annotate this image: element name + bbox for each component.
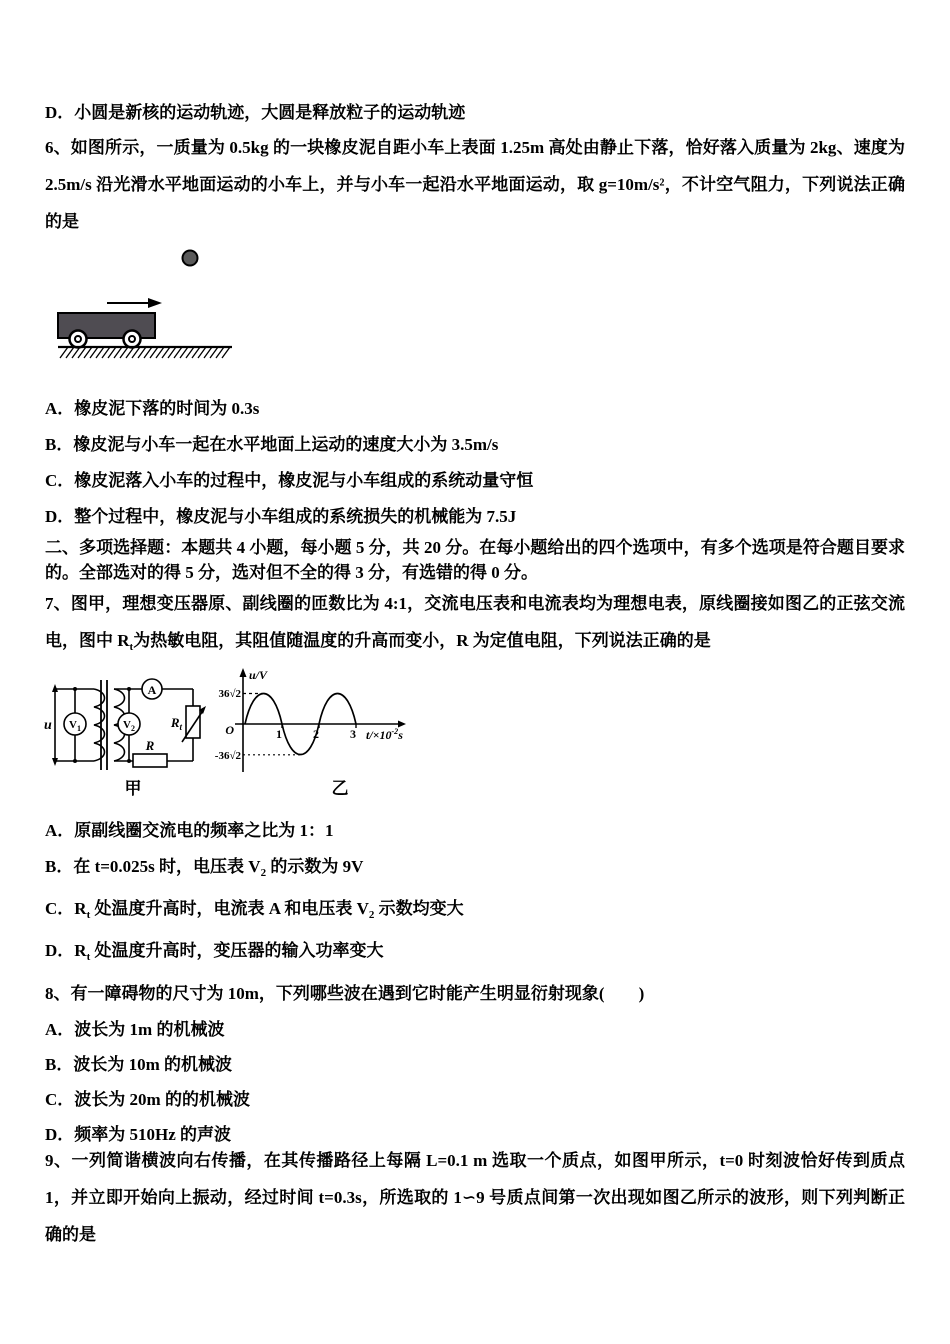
question-6-option-d: D．整个过程中，橡皮泥与小车组成的系统损失的机械能为 7.5J <box>45 507 517 526</box>
ground-hatching <box>60 347 230 358</box>
transformer-core <box>101 680 107 770</box>
question-7-figure <box>30 666 905 806</box>
graph-origin-label: O <box>225 723 234 737</box>
putty-ball <box>183 251 198 266</box>
question-6-options <box>45 391 905 535</box>
cart-wheel-right <box>124 331 141 348</box>
graph-tick-3: 3 <box>350 727 356 741</box>
thermistor-label: $R_t$ <box>170 715 182 732</box>
graph-tick-2: 2 <box>313 727 319 741</box>
question-8-stem: 8、有一障碍物的尺寸为 10m，下列哪些波在遇到它时能产生明显衍射现象( ) <box>45 984 645 1003</box>
question-6-option-b: B．橡皮泥与小车一起在水平地面上运动的速度大小为 3.5m/s <box>45 435 499 454</box>
question-8-option-b: B．波长为 10m 的机械波 <box>45 1055 232 1074</box>
cart-diagram <box>30 230 330 365</box>
question-7-option-d: D．$R_t$ 处温度升高时，变压器的输入功率变大 <box>45 941 384 963</box>
graph-x-axis-label: $t/\times 10^{-2}s$ <box>366 727 403 742</box>
resistor-label: R <box>145 738 155 753</box>
section-2-heading: 二、多项选择题：本题共 4 小题，每小题 5 分，共 20 分。在每小题给出的四个选项中，有多个选项是符合题目要求的。全部选对的得 5 分，选对但不全的得 3 分，有选错的得 0 分。 <box>45 538 905 582</box>
question-7-option-b: B．在 t=0.025s 时，电压表 $V_2$ 的示数为 9V <box>45 857 364 879</box>
graph-peak-value: 36√2 <box>218 688 241 700</box>
question-7-option-a: A．原副线圈交流电的频率之比为 1：1 <box>45 821 334 840</box>
q7-stem-text-cont: 为热敏电阻，其阻值随温度的升高而变小，R 为定值电阻，下列说法正确的是 <box>133 631 711 650</box>
ammeter-label: A <box>147 683 157 697</box>
question-6-option-c: C．橡皮泥落入小车的过程中，橡皮泥与小车组成的系统动量守恒 <box>45 471 534 490</box>
question-6-option-a: A．橡皮泥下落的时间为 0.3s <box>45 399 260 418</box>
question-7-option-c: C．$R_t$ 处温度升高时，电流表 A 和电压表 $V_2$ 示数均变大 <box>45 899 464 921</box>
question-8-options <box>45 1012 905 1152</box>
voltmeter-2-label: $V_2$ <box>123 719 135 733</box>
question-9-stem: 9、一列简谐横波向右传播，在其传播路径上每隔 L=0.1 m 选取一个质点，如图甲所示，t=0 时刻波恰好传到质点 1，并立即开始向上振动，经过时间 t=0.3s，所选取的 1∽9 号质点间第一次出现如图乙所示的波形，则下列判断正确的是 <box>45 1151 905 1244</box>
graph-negative-peak-value: -36√2 <box>214 750 241 762</box>
cart-wheel-left <box>70 331 87 348</box>
velocity-arrow <box>107 298 162 308</box>
circuit-and-graph-diagram <box>30 666 460 806</box>
prev-question-option-d: D．小圆是新核的运动轨迹，大圆是释放粒子的运动轨迹 <box>45 103 466 122</box>
question-6-stem: 6、如图所示，一质量为 0.5kg 的一块橡皮泥自距小车上表面 1.25m 高处由静止下落，恰好落入质量为 2kg、速度为 2.5m/s 沿光滑水平地面运动的小车上，并与小车一起沿水平地面运动，取 g=10m/s²，不计空气阻力，下列说法正确的是 <box>45 138 905 231</box>
question-7-stem <box>45 585 905 666</box>
transformer-primary-coil <box>94 689 105 761</box>
question-8-option-a: A．波长为 1m 的机械波 <box>45 1020 225 1039</box>
figure-yi-caption: 乙 <box>331 779 349 798</box>
q7-stem-text: 7、图甲，理想变压器原、副线圈的匝数比为 4:1，交流电压表和电流表均为理想电表，原线圈接如图乙的正弦交流电，图中 R <box>45 594 905 650</box>
question-6-figure <box>30 230 905 365</box>
graph-y-axis-label: u/V <box>249 668 268 682</box>
question-8-option-d: D．频率为 510Hz 的声波 <box>45 1125 232 1144</box>
q7-stem-subscript: t <box>129 641 134 653</box>
question-7-options <box>45 813 905 975</box>
source-voltage-label: u <box>44 718 52 733</box>
graph-tick-1: 1 <box>276 727 282 741</box>
voltmeter-1-label: $V_1$ <box>69 719 81 733</box>
question-8-option-c: C．波长为 20m 的的机械波 <box>45 1090 250 1109</box>
figure-jia-caption: 甲 <box>124 779 142 798</box>
resistor-element <box>133 754 167 767</box>
